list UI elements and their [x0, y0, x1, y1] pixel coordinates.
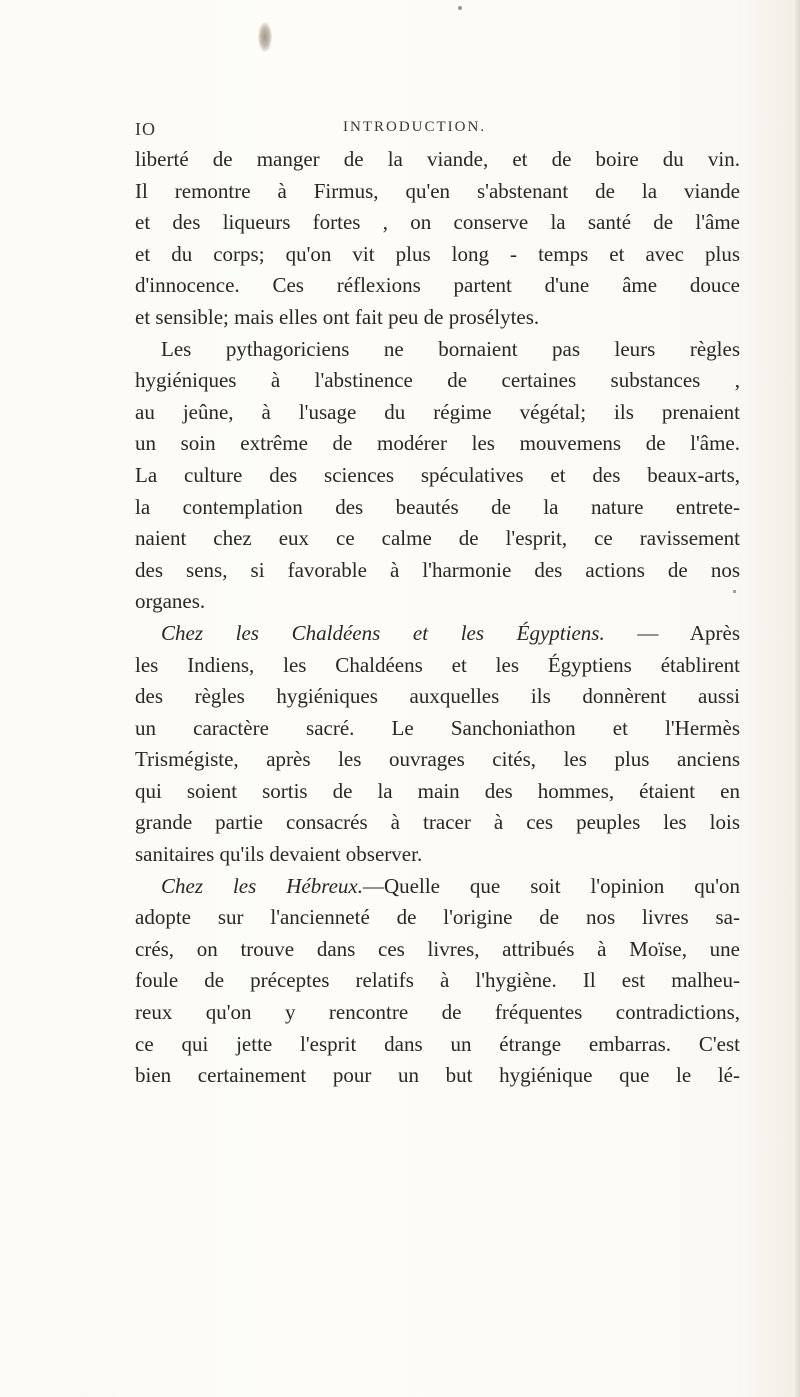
- text-line: bien certainement pour un but hygiénique que le lé-: [135, 1063, 740, 1088]
- text-line: sanitaires qu'ils devaient observer.: [135, 842, 423, 867]
- section-heading-line: [135, 618, 740, 650]
- text-line: La culture des sciences spéculatives et des beaux-arts,: [135, 462, 740, 487]
- running-header: [135, 119, 725, 143]
- page-edge-shadow: [794, 0, 800, 1397]
- text-line: Il remontre à Firmus, qu'en s'abstenant de la viande: [135, 178, 740, 203]
- text-line: adopte sur l'ancienneté de l'origine de nos livres sa-: [135, 905, 740, 930]
- text-line: ce qui jette l'esprit dans un étrange embarras. C'est: [135, 1031, 740, 1056]
- text-line: grande partie consacrés à tracer à ces peuples les lois: [135, 810, 740, 835]
- section-heading: Chez les Chaldéens et les Égyptiens.: [161, 620, 605, 645]
- ink-stain: [258, 22, 272, 52]
- text-line: des sens, si favorable à l'harmonie des actions de nos: [135, 557, 740, 582]
- text-line: la contemplation des beautés de la nature entrete-: [135, 494, 740, 519]
- text-line: des règles hygiéniques auxquelles ils donnèrent aussi: [135, 684, 740, 709]
- section-heading-line: [135, 871, 740, 903]
- page-number: IO: [135, 119, 156, 139]
- text-line: et sensible; mais elles ont fait peu de prosélytes.: [135, 304, 540, 329]
- text-line: hygiéniques à l'abstinence de certaines substances ,: [135, 368, 740, 393]
- text-line: reux qu'on y rencontre de fréquentes contradictions,: [135, 1000, 740, 1025]
- body-text: [135, 144, 740, 1092]
- text-line: d'innocence. Ces réflexions partent d'une âme douce: [135, 273, 740, 298]
- text-line: au jeûne, à l'usage du régime végétal; ils prenaient: [135, 399, 740, 424]
- text-line: liberté de manger de la viande, et de boire du vin.: [135, 147, 740, 171]
- text-line: crés, on trouve dans ces livres, attribués à Moïse, une: [135, 936, 740, 961]
- text-line: un caractère sacré. Le Sanchoniathon et l'Hermès: [135, 715, 740, 740]
- text-line: qui soient sortis de la main des hommes, étaient en: [135, 778, 740, 803]
- text-line: et du corps; qu'on vit plus long - temps et avec plus: [135, 241, 740, 266]
- text-line: Les pythagoriciens ne bornaient pas leurs règles: [161, 336, 740, 361]
- section-heading: Chez les Hébreux.: [161, 873, 363, 898]
- text-line: foule de préceptes relatifs à l'hygiène. Il est malheu-: [135, 968, 740, 993]
- text-line: un soin extrême de modérer les mouvemens de l'âme.: [135, 431, 740, 456]
- text-line: organes.: [135, 589, 206, 614]
- text-line: Trismégiste, après les ouvrages cités, les plus anciens: [135, 747, 740, 772]
- text-line: les Indiens, les Chaldéens et les Égyptiens établirent: [135, 652, 740, 677]
- text-fragment: —Quelle que soit l'opinion qu'on: [363, 873, 740, 898]
- text-line: et des liqueurs fortes , on conserve la santé de l'âme: [135, 210, 740, 235]
- text-fragment: — Après: [604, 620, 740, 645]
- running-title: INTRODUCTION.: [343, 119, 487, 135]
- text-line: naient chez eux ce calme de l'esprit, ce ravissement: [135, 526, 740, 551]
- paper-speck: [458, 6, 462, 10]
